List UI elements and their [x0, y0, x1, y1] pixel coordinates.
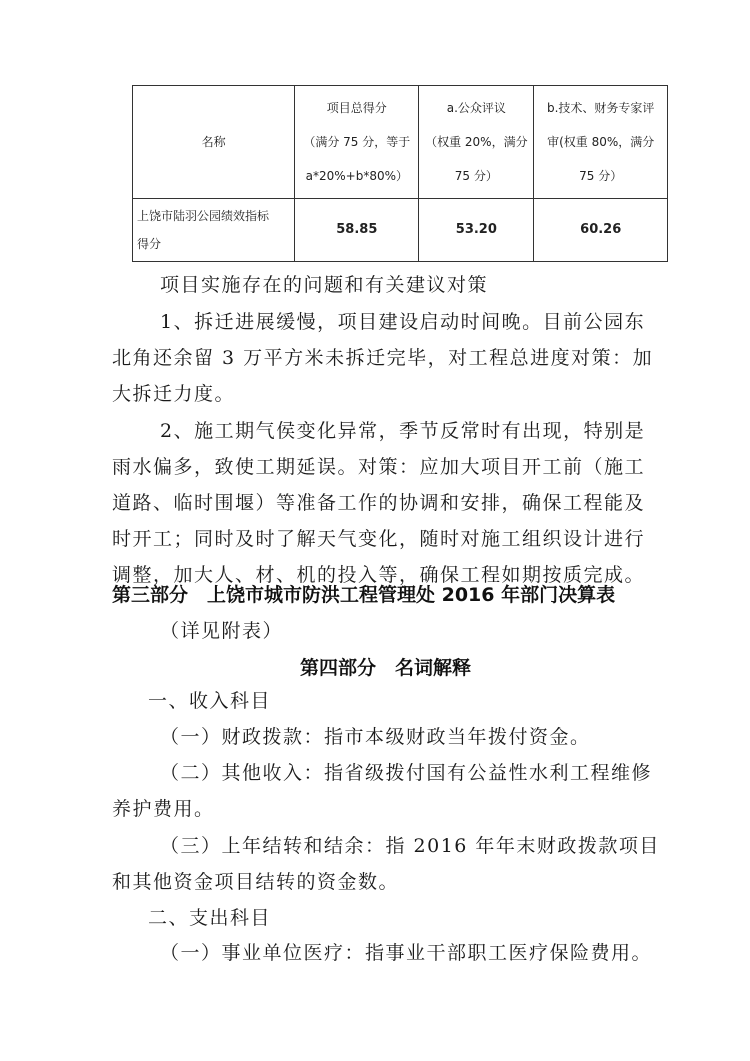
item2-line-4: 时开工；同时及时了解天气变化，随时对施工组织设计进行: [112, 528, 646, 550]
header-total-line-1: 项目总得分: [326, 101, 387, 115]
item2-line-1: 2、施工期气侯变化异常，季节反常时有出现，特别是: [160, 420, 646, 442]
expense-item-1: （一）事业单位医疗：指事业干部职工医疗保险费用。: [160, 942, 653, 964]
header-b-line-2: 审(权重 80%，满分: [547, 135, 655, 149]
item2-line-5: 调整，加大人、材、机的投入等，确保工程如期按质完成。: [112, 564, 646, 586]
header-a-line-1: a.公众评议: [446, 101, 506, 115]
item2-line-3: 道路、临时围堰）等准备工作的协调和安排，确保工程能及: [112, 492, 646, 514]
header-a: [419, 86, 534, 199]
row-a-score: 53.20: [419, 199, 534, 262]
header-b-line-3: 75 分）: [579, 169, 623, 183]
income-item-1: （一）财政拨款：指市本级财政当年拨付资金。: [160, 726, 591, 748]
row-name-line-2: 得分: [137, 237, 162, 251]
header-name: 名称: [133, 86, 295, 199]
expense-heading: 二、支出科目: [148, 907, 272, 929]
problems-title: 项目实施存在的问题和有关建议对策: [160, 274, 489, 296]
income-item-2-line-1: （二）其他收入：指省级拨付国有公益性水利工程维修: [160, 762, 653, 784]
item1-line-1: 1、拆迁进展缓慢，项目建设启动时间晚。目前公园东: [160, 311, 646, 333]
header-total-line-3: a*20%+b*80%）: [305, 169, 408, 183]
header-b: [534, 86, 668, 199]
income-heading: 一、收入科目: [148, 690, 272, 712]
item2-line-2: 雨水偏多，致使工期延误。对策：应加大项目开工前（施工: [112, 456, 646, 478]
header-b-line-1: b.技术、财务专家评: [547, 101, 655, 115]
row-b-score: 60.26: [534, 199, 668, 262]
table-row: [133, 199, 668, 262]
part3-title: 第三部分 上饶市城市防洪工程管理处 2016 年部门决算表: [112, 584, 616, 606]
header-a-line-3: 75 分）: [454, 169, 498, 183]
header-total: [295, 86, 419, 199]
income-item-3-line-1: （三）上年结转和结余：指 2016 年年末财政拨款项目: [160, 835, 660, 857]
part4-title: 第四部分 名词解释: [300, 657, 472, 679]
row-total-score: 58.85: [295, 199, 419, 262]
part3-note: （详见附表）: [160, 620, 284, 642]
item1-line-2: 北角还余留 3 万平方米未拆迁完毕，对工程总进度对策：加: [112, 347, 654, 369]
row-name-line-1: 上饶市陆羽公园绩效指标: [137, 209, 270, 223]
score-table: [132, 85, 668, 262]
income-item-2-line-2: 养护费用。: [112, 798, 215, 820]
header-a-line-2: （权重 20%，满分: [425, 135, 528, 149]
header-total-line-2: （满分 75 分，等于: [303, 135, 411, 149]
table-header-row: [133, 86, 668, 199]
income-item-3-line-2: 和其他资金项目结转的资金数。: [112, 871, 400, 893]
item1-line-3: 大拆迁力度。: [112, 383, 236, 405]
row-name: [133, 199, 295, 262]
